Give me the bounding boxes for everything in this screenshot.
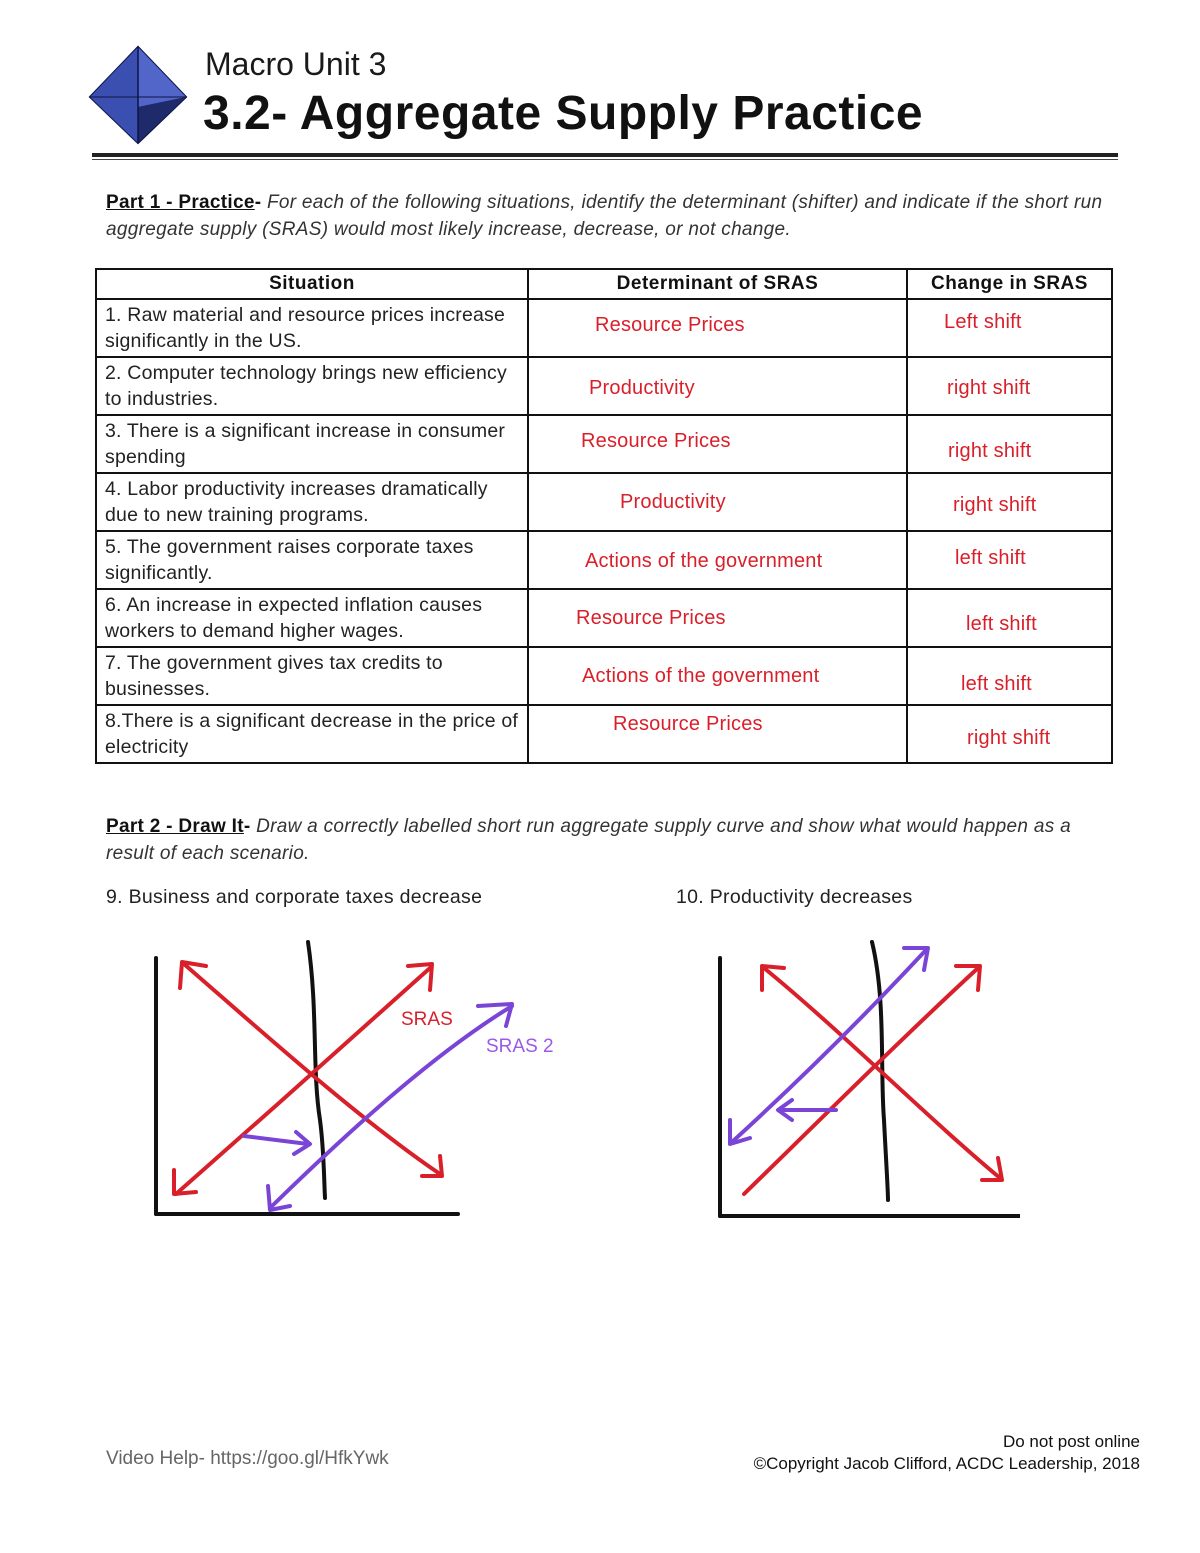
situation-cell: 3. There is a significant increase in consumer spending: [96, 415, 528, 473]
change-answer: right shift: [953, 494, 1037, 516]
graph-9[interactable]: [140, 930, 580, 1230]
table-row: [96, 647, 1112, 705]
determinant-cell[interactable]: [528, 473, 907, 531]
situation-cell: 1. Raw material and resource prices increase significantly in the US.: [96, 299, 528, 357]
part1-instructions: Part 1 - Practice- For each of the following situations, identify the determinant (shifter) and indicate if the short run aggregate supply (SRAS) would most likely increase, decrease, or not change.: [106, 192, 1103, 240]
question-10: 10. Productivity decreases: [676, 886, 913, 908]
change-cell[interactable]: [907, 705, 1112, 763]
situation-cell: 5. The government raises corporate taxes significantly.: [96, 531, 528, 589]
determinant-cell[interactable]: [528, 531, 907, 589]
page-title: 3.2- Aggregate Supply Practice: [203, 87, 924, 140]
part1-text: For each of the following situations, identify the determinant (shifter) and indicate if the short run aggregate supply (SRAS) would most likely increase, decrease, or not change.: [106, 192, 1103, 240]
change-answer: left shift: [961, 673, 1032, 695]
graph-10[interactable]: [700, 930, 1020, 1230]
header-divider-thin: [92, 159, 1118, 160]
determinant-answer: Productivity: [620, 491, 726, 513]
header-change: Change in SRAS: [907, 269, 1112, 299]
determinant-answer: Resource Prices: [576, 607, 726, 629]
part2-text: Draw a correctly labelled short run aggregate supply curve and show what would happen as a result of each scenario.: [106, 816, 1071, 864]
table-row: [96, 415, 1112, 473]
change-answer: right shift: [967, 727, 1051, 749]
table-row: [96, 589, 1112, 647]
header-divider: [92, 153, 1118, 157]
situation-cell: 2. Computer technology brings new efficiency to industries.: [96, 357, 528, 415]
table-header-row: [96, 269, 1112, 299]
part2-label: Part 2 - Draw It: [106, 816, 244, 837]
table-row: [96, 473, 1112, 531]
table-row: [96, 299, 1112, 357]
acdc-logo: [88, 45, 188, 145]
situation-cell: 6. An increase in expected inflation causes workers to demand higher wages.: [96, 589, 528, 647]
change-cell[interactable]: [907, 473, 1112, 531]
change-cell[interactable]: [907, 647, 1112, 705]
video-help-link[interactable]: Video Help- https://goo.gl/HfkYwk: [106, 1448, 389, 1469]
change-answer: Left shift: [944, 311, 1022, 333]
determinant-cell[interactable]: [528, 357, 907, 415]
change-answer: right shift: [948, 440, 1032, 462]
determinant-answer: Productivity: [589, 377, 695, 399]
sras-label: SRAS: [401, 1009, 453, 1030]
determinant-answer: Actions of the government: [585, 550, 823, 572]
shift-arrow: [244, 1136, 308, 1144]
determinant-cell[interactable]: [528, 589, 907, 647]
determinant-answer: Resource Prices: [595, 314, 745, 336]
do-not-post: Do not post online: [1002, 1432, 1140, 1451]
header-situation: Situation: [96, 269, 528, 299]
table-row: [96, 357, 1112, 415]
header-determinant: Determinant of SRAS: [528, 269, 907, 299]
change-cell[interactable]: [907, 357, 1112, 415]
copyright: ©Copyright Jacob Clifford, ACDC Leadership, 2018: [753, 1454, 1140, 1473]
determinant-answer: Resource Prices: [613, 713, 763, 735]
question-9: 9. Business and corporate taxes decrease: [106, 886, 483, 908]
sras2-label: SRAS 2: [486, 1036, 554, 1057]
determinant-cell[interactable]: [528, 705, 907, 763]
determinant-cell[interactable]: [528, 415, 907, 473]
table-row: [96, 705, 1112, 763]
sras-line: [744, 968, 978, 1194]
part2-instructions: Part 2 - Draw It- Draw a correctly labelled short run aggregate supply curve and show what would happen as a result of each scenario.: [106, 816, 1071, 864]
change-answer: left shift: [966, 613, 1037, 635]
table-row: [96, 531, 1112, 589]
change-answer: left shift: [955, 547, 1026, 569]
determinant-cell[interactable]: [528, 299, 907, 357]
change-cell[interactable]: [907, 299, 1112, 357]
sras-line: [176, 968, 430, 1194]
part1-label: Part 1 - Practice: [106, 192, 255, 213]
situation-cell: 7. The government gives tax credits to businesses.: [96, 647, 528, 705]
determinant-answer: Actions of the government: [582, 665, 820, 687]
change-cell[interactable]: [907, 531, 1112, 589]
change-cell[interactable]: [907, 589, 1112, 647]
unit-label: Macro Unit 3: [205, 46, 387, 82]
change-cell[interactable]: [907, 415, 1112, 473]
change-answer: right shift: [947, 377, 1031, 399]
determinant-cell[interactable]: [528, 647, 907, 705]
determinant-answer: Resource Prices: [581, 430, 731, 452]
situation-cell: 4. Labor productivity increases dramatically due to new training programs.: [96, 473, 528, 531]
sras2-line: [270, 1006, 512, 1208]
footer-notice: [754, 1431, 1140, 1475]
situation-cell: 8.There is a significant decrease in the price of electricity: [96, 705, 528, 763]
situation-table: [95, 268, 1113, 764]
